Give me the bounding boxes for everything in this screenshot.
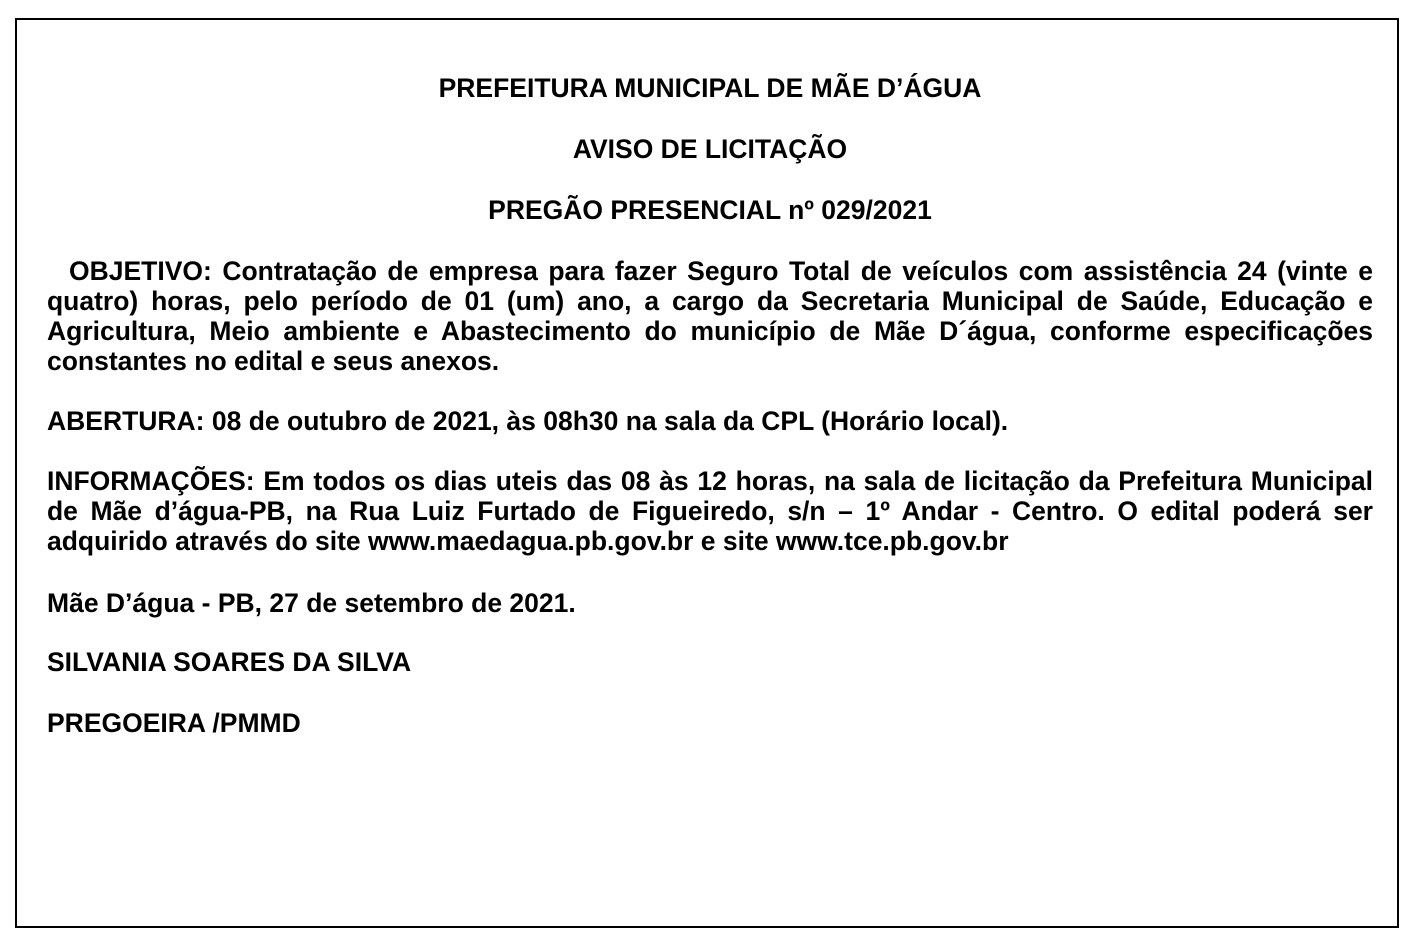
- information-paragraph: INFORMAÇÕES: Em todos os dias uteis das 08 às 12 horas, na sala de licitação da Prefeitura Municipal de Mãe d’água-PB, na Rua Luiz Furtado de Figueiredo, s/n – 1º Andar - Centro. O edital poderá ser adquirido através do site www.maedagua.pb.gov.br e site www.tce.pb.gov.br: [47, 466, 1373, 556]
- signatory-role: PREGOEIRA /PMMD: [47, 708, 301, 738]
- notice-box: [15, 18, 1399, 928]
- objective-paragraph: OBJETIVO: Contratação de empresa para fazer Seguro Total de veículos com assistência 24 (vinte e quatro) horas, pelo período de 01 (um) ano, a cargo da Secretaria Municipal de Saúde, Educação e Agricultura, Meio ambiente e Abastecimento do município de Mãe D´água, conforme especificações constantes no edital e seus anexos.: [47, 256, 1373, 376]
- municipality-title: PREFEITURA MUNICIPAL DE MÃE D’ÁGUA: [438, 73, 982, 103]
- process-number-title: PREGÃO PRESENCIAL nº 029/2021: [488, 195, 932, 225]
- opening-paragraph: ABERTURA: 08 de outubro de 2021, às 08h30 na sala da CPL (Horário local).: [47, 406, 1009, 436]
- place-date: Mãe D’água - PB, 27 de setembro de 2021.: [47, 588, 576, 618]
- signatory-name: SILVANIA SOARES DA SILVA: [47, 647, 412, 677]
- notice-type-title: AVISO DE LICITAÇÃO: [572, 134, 848, 164]
